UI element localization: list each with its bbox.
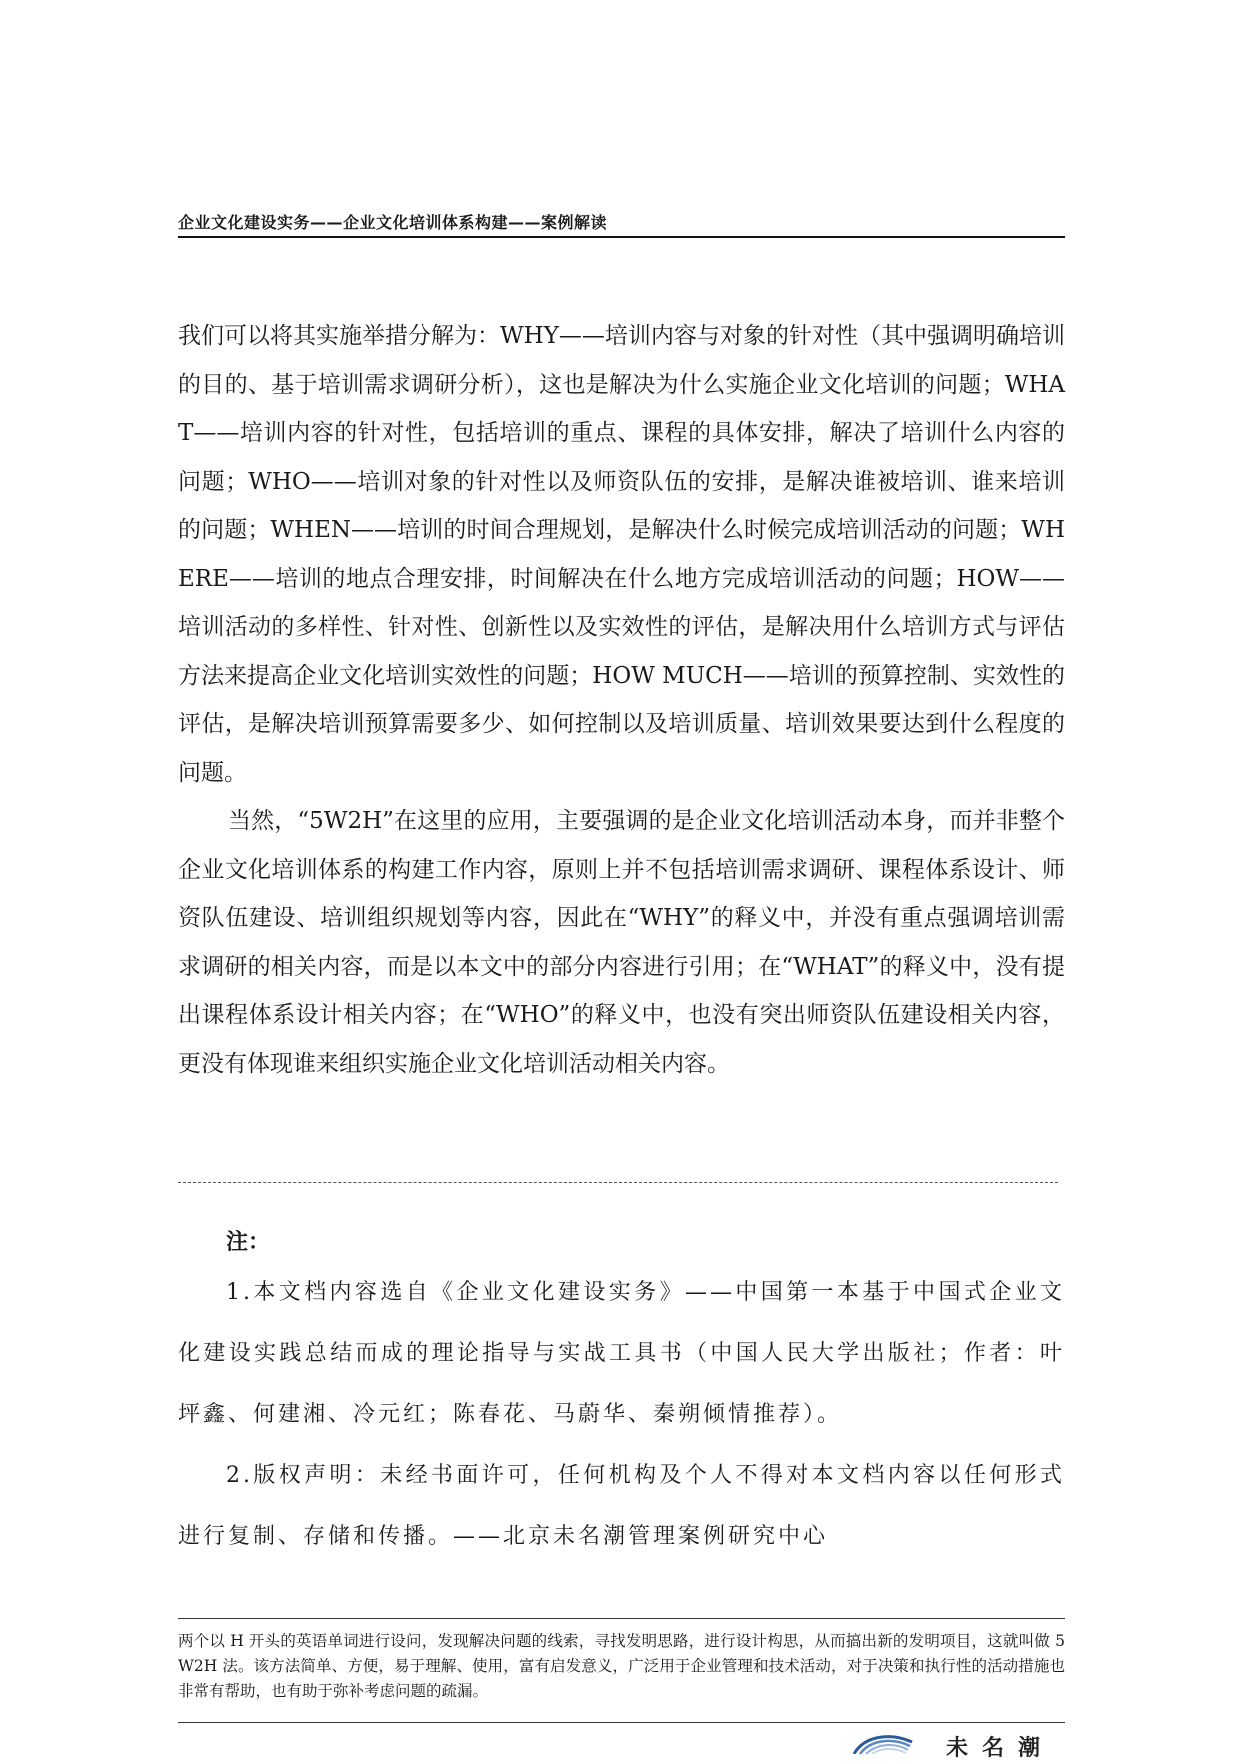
note-item-1: 1.本文档内容选自《企业文化建设实务》——中国第一本基于中国式企业文化建设实践总结而成的理论指导与实战工具书（中国人民大学出版社；作者：叶坪鑫、何建湘、冷元红；陈春花、马蔚华、秦朔倾情推荐）。 <box>178 1280 1065 1427</box>
footnote-text: 两个以 H 开头的英语单词进行设问，发现解决问题的线索，寻找发明思路，进行设计构思，从而搞出新的发明项目，这就叫做 5W2H 法。该方法简单、方便，易于理解、使用，富有启发意义，广泛用于企业管理和技术活动，对于决策和执行性的活动措施也非常有帮助，也有助于弥补考虑问题的疏漏。 <box>178 1632 1065 1700</box>
page-header <box>178 210 1065 238</box>
footnote <box>178 1618 1065 1704</box>
body-text <box>178 312 1065 1088</box>
body-paragraph-1: 我们可以将其实施举措分解为：WHY——培训内容与对象的针对性（其中强调明确培训的目的、基于培训需求调研分析），这也是解决为什么实施企业文化培训的问题；WHAT——培训内容的针对性，包括培训的重点、课程的具体安排，解决了培训什么内容的问题；WHO——培训对象的针对性以及师资队伍的安排，是解决谁被培训、谁来培训的问题；WHEN——培训的时间合理规划，是解决什么时候完成培训活动的问题；WHERE——培训的地点合理安排，时间解决在什么地方完成培训活动的问题；HOW——培训活动的多样性、针对性、创新性以及实效性的评估，是解决用什么培训方式与评估方法来提高企业文化培训实效性的问题；HOW MUCH——培训的预算控制、实效性的评估，是解决培训预算需要多少、如何控制以及培训质量、培训效果要达到什么程度的问题。 <box>178 323 1065 786</box>
wave-logo-icon <box>850 1728 934 1754</box>
footer-rule <box>178 1722 1065 1723</box>
notes-section <box>178 1222 1065 1567</box>
publisher-logo <box>850 1728 1080 1761</box>
logo-text: 未名潮 <box>946 1736 1055 1761</box>
header-title: 企业文化建设实务——企业文化培训体系构建——案例解读 <box>178 213 608 232</box>
body-paragraph-2: 当然，“5W2H”在这里的应用，主要强调的是企业文化培训活动本身，而并非整个企业文化培训体系的构建工作内容，原则上并不包括培训需求调研、课程体系设计、师资队伍建设、培训组织规划等内容，因此在“WHY”的释义中，并没有重点强调培训需求调研的相关内容，而是以本文中的部分内容进行引用；在“WHAT”的释义中，没有提出课程体系设计相关内容；在“WHO”的释义中，也没有突出师资队伍建设相关内容，更没有体现谁来组织实施企业文化培训活动相关内容。 <box>178 808 1065 1077</box>
note-item-2: 2.版权声明：未经书面许可，任何机构及个人不得对本文档内容以任何形式进行复制、存储和传播。——北京未名潮管理案例研究中心 <box>178 1463 1065 1549</box>
notes-label: 注： <box>226 1229 271 1255</box>
dashed-divider <box>178 1182 1058 1183</box>
